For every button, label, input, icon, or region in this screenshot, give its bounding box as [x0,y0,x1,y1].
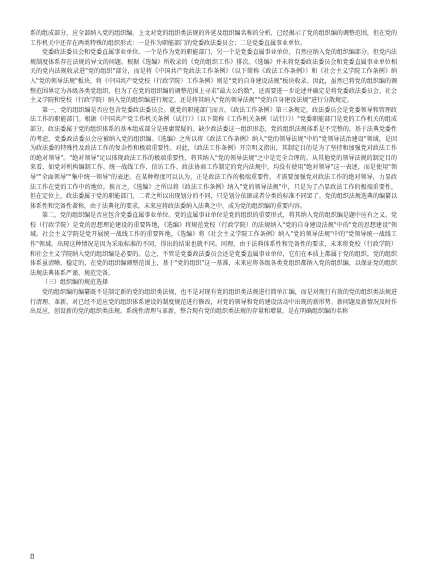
document-page [30,29,397,549]
paragraph-intro: 系的组成部分，应全部纳入党的组织编。上文对党的组织类法规的外延及组织编名称的分析，已经揭示了党的组织编的调整范围，但在党的工作机关中还存在两类特殊的组织形式：一是作为职能部门的党委政法委员会；二是党委直属事业单位。 [30,30,397,47]
page-number: 8 [30,553,35,561]
paragraph-second-point: 第二，党的组织编是否应包含党委直属事业单位。党的直属事业单位是党的组织的重要形式，将其纳入党的组织编是题中应有之义。党校（行政学院）是党的思想理论建设的重要阵地，《选编》将规范党校（行政学院）的法规纳入"党的自身建设法规"中的"党的思想建设"领域。社会主义学院是党开展统一战线工作的重要阵地，《选编》将《社会主义学院工作条例》纳入"党的领导法规"中的"党领导统一战线工作"领域。出现这种情况是因为采取标准的不同，得出的结果也就不同。同理，由于法典体系性和完备性的要求，未来将党校（行政学院）和社会主义学院纳入党的组织编是必要的。总之，不管是党委政法委员会还是党委直属事业单位，它们在本质上都属于党的组织。党的组织体系虽清晰、稳定的，在党的组织编调整范围上，基于"党的组织"这一基准，未来应将各级各类党组织都纳入党的组织编，以保证党的组织法规法典体系严谨、规范完备。 [30,212,397,277]
paragraph-norm-selection: 党的组织编的编纂既不是制定新的党的组织类法规，也不是对现有党的组织类法规进行简单汇编，而是对现行有效的党的组织类法规进行清理、革新，对已经不适应党的组织体系建设的制度规范进行修改，对党的领导和党的建设活动中出现的新形势、新问题及新情况及时作出反应，创设新的党的组织类法规。系统性清理与革新，整合现有党的组织类法规的存量和增量，是在明确组织编的名称 [30,289,397,316]
paragraph-scope: 党委政法委员会和党委直属事业单位。一个是作为党的职能部门，另一个是党委直属事业单位，自然应纳入党的组织编部分。但党内法规制度体系存在法规的异文的问题。根据《选编》所收录的《党的组织工作》排次。《选编》并未将党委政法委员会和党委直属事业单位相关的党内法规收录进"党的组织"部分，而是将《中国共产党政法工作条例》（以下简称《政法工作条例》）和《社会主义学院工作条例》纳入"党的领导法规"板块，将《中国共产党党校（行政学院）工作条例》则是"党的自身建设法规"板块收录。因此，虽然已将党的组织编的调整范围界定为各级各类党组织，但为了在党的组织编的调整范围上寻求"最大公约数"，还需要进一步论述并确定是将党委政法委员会、社会主义学院和党校（行政学院）纳入党的组织编进行规定，还是将其纳入"党的领导法规""党的自身建设法规"进行分散规定。 [30,49,397,105]
section-heading: （三）组织编的规范选择 [42,279,109,287]
paragraph-first-point: 第一，党的组织编是否应包含党委政法委员会。就党的职能部门而言，《政法工作条例》第三条规定，政法委员会是党委领导和管理政法工作的职能部门。根据《中国共产党工作机关条例（试行）》（以下简称《工作机关条例（试行）》）"党委职能部门是党的工作机关的组成部分，政法委属于党的组织体系的基本组成部分是毋庸置疑的，缺少政法委这一组织形态，党的组织法规体系是不完整的。基于法典党委性的考虑，党委政法委员会应被纳入党的组织编。《选编》之所以将《政法工作条例》纳入"党的领导法规"中的"党领导法治建设"领域，是因为政法委的特殊性及政法工作的复杂性和极端重要性。对此，《政法工作条例》开宗明义指出，其制定目的是为了坚持和加强党对政法工作的绝对领导"。"绝对领导"足以体现政法工作的极端重要性，将其纳入"党的领导法规"之中是完全合理的。从其他党的领导法规的制定目的来看，如党对机构编制工作、统一战线工作、信访工作、政法协商工作制定的党内法规中，均没有使用"绝对领导"这一表述，而是使用"领导""全面领导""集中统一领导"的表述。在某种程度可以认为，正是政法工作的极端重要性，才需要加强党对政法工作的绝对领导，力显政法工作在党的工作中的地位。换言之，《选编》之所以将《政法工作条例》纳入"党的领导法规"中，只是为了凸显政法工作的极端重要性，但在定位上，政法委属于党的职能部门，二者之所以出现划分的不同，只是划分依据或者分类的标准不同罢了。党的组织法规选典的编纂以体系性和完备性著称，由于法典化的要求，未来应将政法委纳入法典之中，成为党的组织编的重要内容。 [30,106,397,210]
